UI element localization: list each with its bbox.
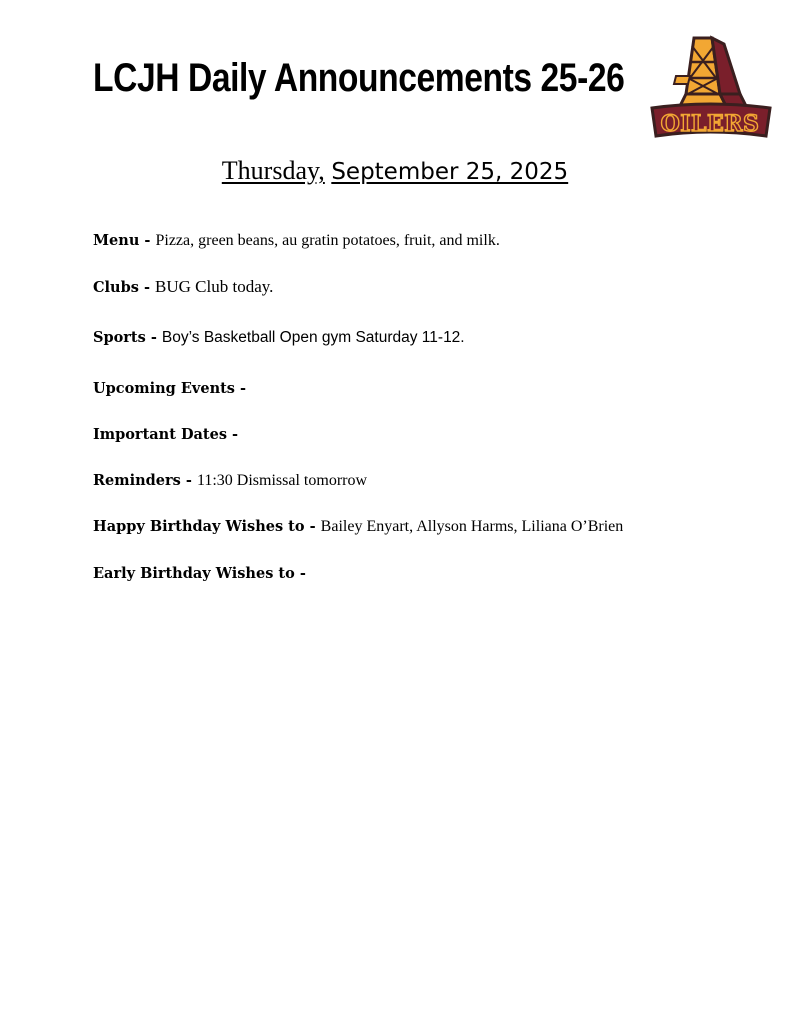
oilers-logo: [646, 32, 774, 144]
early-birthday-item: [93, 563, 770, 585]
happy-birthday-label: Happy Birthday Wishes to -: [93, 518, 321, 535]
sports-item: [93, 327, 770, 349]
oil-derrick-icon: [674, 38, 746, 110]
announcement-date: [0, 154, 790, 189]
date-rest: September 25, 2025: [331, 159, 569, 185]
menu-value: Pizza, green beans, au gratin potatoes, fruit, and milk.: [155, 232, 500, 249]
menu-item: [93, 230, 770, 252]
happy-birthday-item: [93, 516, 770, 538]
sports-value: Boy’s Basketball Open gym Saturday 11-12.: [161, 329, 465, 346]
early-birthday-label: Early Birthday Wishes to -: [93, 565, 306, 582]
upcoming-events-item: [93, 378, 770, 400]
reminders-value: 11:30 Dismissal tomorrow: [196, 472, 368, 489]
logo-wordmark: OILERS: [660, 111, 760, 137]
upcoming-events-label: Upcoming Events -: [93, 380, 247, 397]
date-day: Thursday,: [221, 156, 325, 185]
clubs-value: BUG Club today.: [155, 277, 274, 296]
clubs-item: [93, 276, 770, 299]
important-dates-label: Important Dates -: [93, 426, 239, 443]
important-dates-item: [93, 424, 770, 446]
happy-birthday-value: Bailey Enyart, Allyson Harms, Liliana O’Brien: [320, 518, 624, 535]
clubs-label: Clubs -: [93, 279, 156, 296]
reminders-label: Reminders -: [93, 472, 197, 489]
page-title: LCJH Daily Announcements 25-26: [93, 56, 625, 100]
menu-label: Menu -: [93, 232, 156, 249]
sports-label: Sports -: [93, 329, 162, 346]
reminders-item: [93, 470, 770, 492]
